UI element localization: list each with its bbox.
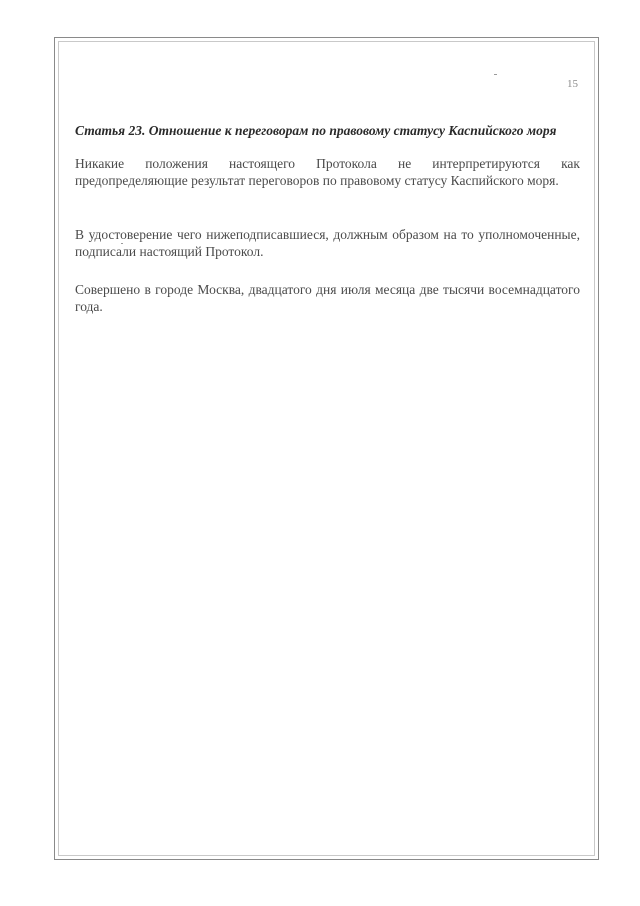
paragraph-interpretation: Никакие положения настоящего Протокола не интерпретируются как предопределяющие результат переговоров по правовому статусу Каспийского моря. (75, 156, 580, 188)
article-title: Статья 23. Отношение к переговорам по правовому статусу Каспийского моря (75, 123, 557, 138)
paragraph-witness: В удостоверение чего нижеподписавшиеся, должным образом на то уполномоченные, подписали настоящий Протокол. (75, 227, 580, 259)
scan-speck (494, 74, 497, 75)
page-number: 15 (567, 78, 578, 90)
paragraph-done-at: Совершено в городе Москва, двадцатого дня июля месяца две тысячи восемнадцатого года. (75, 282, 580, 314)
document-body (75, 122, 580, 315)
